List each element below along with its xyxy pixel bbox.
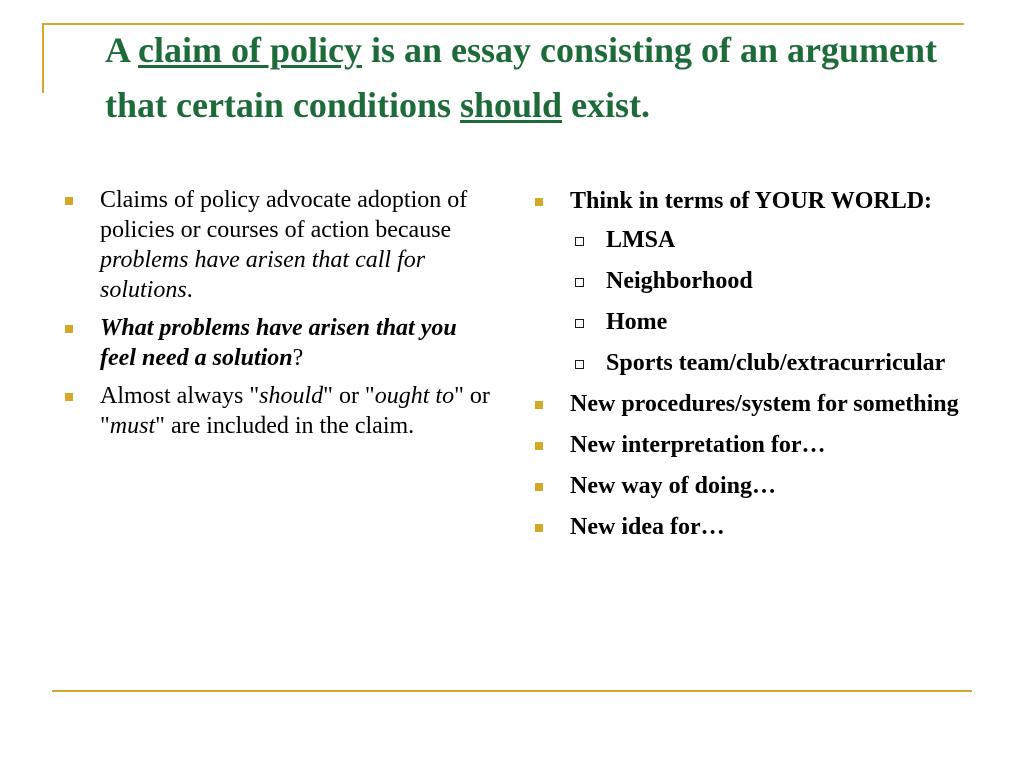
bullet-new-procedures: New procedures/system for something [532, 388, 982, 421]
title-part-3: exist. [562, 85, 651, 125]
bullet-end: . [186, 277, 193, 303]
bullet-what-problems [62, 313, 492, 373]
left-bullet-list [62, 185, 492, 441]
title-part-1: A [105, 30, 139, 70]
right-column [532, 185, 982, 552]
bullet-new-interpretation: New interpretation for… [532, 429, 982, 462]
slide-title [105, 23, 965, 133]
sub-bullet-sports: Sports team/club/extracurricular [570, 347, 982, 380]
bullet-text-4: " are included in the claim. [155, 413, 415, 439]
italic-should: should [259, 383, 324, 409]
bullet-text-1: Almost always " [100, 383, 260, 409]
italic-must: must [109, 413, 156, 439]
bullet-end: ? [292, 345, 304, 371]
frame-bottom-line [52, 690, 972, 692]
right-bullet-list [532, 185, 982, 544]
bullet-almost-always [62, 381, 492, 441]
sub-bullet-home: Home [570, 306, 982, 339]
bullet-claims-of-policy [62, 185, 492, 305]
bullet-text-3: " or " [100, 383, 490, 439]
sub-bullet-neighborhood: Neighborhood [570, 265, 982, 298]
bullet-italic-text: problems have arisen that call for solutions [100, 247, 426, 303]
sub-bullet-lmsa: LMSA [570, 224, 982, 257]
title-should: should [460, 85, 563, 125]
title-part-2: is an essay consisting of an argument that certain conditions [105, 30, 938, 125]
bullet-text: Claims of policy advocate adoption of policies or courses of action because [100, 187, 468, 243]
sub-bullet-list [570, 224, 982, 380]
frame-left-line [42, 23, 44, 93]
bullet-new-way: New way of doing… [532, 470, 982, 503]
bullet-text: Think in terms of YOUR WORLD: [570, 188, 933, 214]
bullet-text-2: " or " [323, 383, 375, 409]
bullet-bold-italic-text: What problems have arisen that you feel need a solution [100, 315, 457, 371]
left-column [62, 185, 492, 449]
bullet-your-world [532, 185, 982, 380]
italic-ought-to: ought to [374, 383, 455, 409]
title-claim-of-policy: claim of policy [138, 30, 362, 70]
bullet-new-idea: New idea for… [532, 511, 982, 544]
